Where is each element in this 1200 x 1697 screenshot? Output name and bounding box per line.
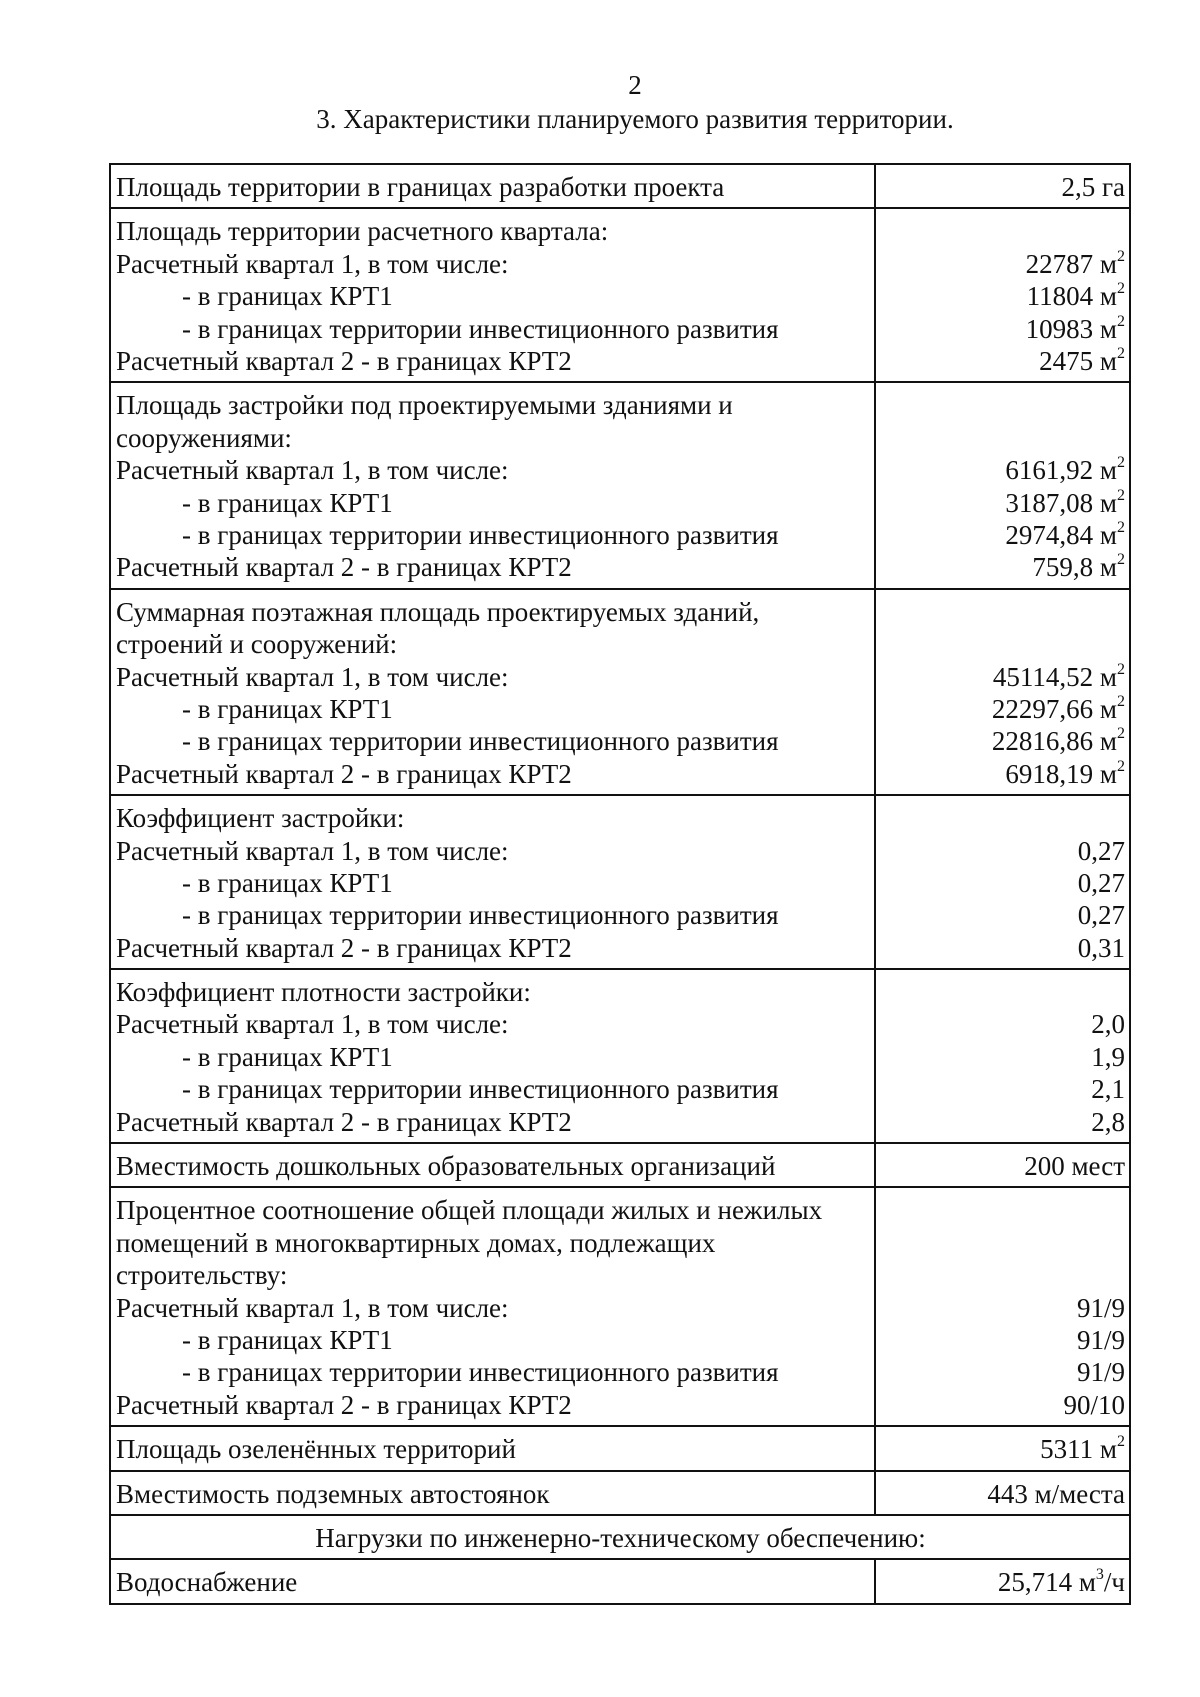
value-number: 2,5 га [1061,172,1125,202]
characteristics-table [109,163,1131,1605]
unit-exponent: 2 [1117,454,1125,472]
parameter-value [881,1106,1125,1138]
parameter-subitem: Расчетный квартал 1, в том числе: [116,1009,509,1040]
parameter-subitem: Расчетный квартал 2 - в границах КРТ2 [116,1389,572,1420]
value-number: 11804 м [1026,281,1117,312]
unit-exponent: 2 [1117,757,1125,775]
table-row [110,1559,1130,1603]
parameter-subitem: Расчетный квартал 1, в том числе: [116,835,509,866]
page-number: 2 [628,70,642,100]
parameter-cell [110,208,875,382]
value-number: 45114,52 м [992,661,1117,692]
value-cell [875,1426,1130,1470]
value-number: 2,1 [1091,1074,1125,1105]
unit-exponent: 2 [1117,692,1125,710]
value-number: 90/10 [1063,1389,1125,1420]
parameter-value [881,758,1125,790]
parameter-value [881,345,1125,377]
section-title: 3. Характеристики планируемого развития территории. [316,104,954,134]
parameter-name: Вместимость подземных автостоянок [116,1478,550,1509]
value-cell [875,208,1130,382]
value-cell [875,1471,1130,1515]
unit-exponent: 2 [1117,725,1125,743]
parameter-value [881,835,1125,867]
table-row [110,589,1130,795]
parameter-value [881,215,1125,247]
section-heading-cell: Нагрузки по инженерно-техническому обеспечению: [110,1515,1130,1559]
parameter-subitem: - в границах КРТ1 [182,281,393,312]
parameter-cell [110,589,875,795]
parameter-cell [110,969,875,1143]
parameter-subitem: - в границах территории инвестиционного развития [182,1074,779,1105]
parameter-value [881,628,1125,660]
value-cell [875,382,1130,588]
parameter-subitem: Расчетный квартал 2 - в границах КРТ2 [116,552,572,583]
parameter-value [881,313,1125,345]
parameter-subitem: Расчетный квартал 1, в том числе: [116,248,509,279]
parameter-value [881,693,1125,725]
parameter-value [881,389,1125,421]
value-cell [875,795,1130,969]
value-cell [875,1143,1130,1187]
value-number: 91/9 [1076,1324,1125,1355]
value-cell [875,164,1130,208]
unit-exponent: 2 [1117,486,1125,504]
parameter-subitem: - в границах КРТ1 [182,1041,393,1072]
value-number: 3187,08 м [1005,487,1117,518]
parameter-cell [110,1187,875,1426]
parameter-subitem: - в границах территории инвестиционного развития [182,900,779,931]
parameter-subitem: Расчетный квартал 1, в том числе: [116,455,509,486]
value-number: 2,0 [1091,1009,1125,1040]
value-cell [875,1187,1130,1426]
parameter-cell [110,164,875,208]
value-number: 0,27 [1077,835,1125,866]
value-number: 1,9 [1091,1041,1125,1072]
parameter-subitem: - в границах КРТ1 [182,867,393,898]
unit-exponent: 2 [1117,518,1125,536]
parameter-subitem: Расчетный квартал 2 - в границах КРТ2 [116,758,572,789]
parameter-value [881,422,1125,454]
value-number: 0,31 [1077,932,1125,963]
parameter-name: Вместимость дошкольных образовательных организаций [116,1151,776,1182]
parameter-value [881,1194,1125,1226]
parameter-value [881,1150,1125,1182]
parameter-cell [110,382,875,588]
table-row [110,1426,1130,1470]
parameter-subitem: Расчетный квартал 1, в том числе: [116,661,509,692]
value-number: 10983 м [1025,313,1117,344]
parameter-subitem: Расчетный квартал 2 - в границах КРТ2 [116,345,572,376]
parameter-value [881,1292,1125,1324]
parameter-value [881,932,1125,964]
parameter-name: Площадь застройки под проектируемыми зданиями и сооружениями: [116,390,733,453]
unit-exponent: 2 [1117,280,1125,298]
parameter-value [881,1259,1125,1291]
parameter-name: Площадь озеленённых территорий [116,1434,516,1465]
unit-exponent: 2 [1117,660,1125,678]
parameter-cell [110,1426,875,1470]
parameter-value [881,454,1125,486]
value-number: 5311 м [1040,1434,1117,1465]
parameter-value [881,519,1125,551]
value-number: 0,27 [1077,900,1125,931]
value-number: 22787 м [1025,248,1117,279]
parameter-name: Площадь территории в границах разработки проекта [116,172,725,202]
parameter-name: Водоснабжение [116,1567,298,1598]
value-number: 0,27 [1077,867,1125,898]
parameter-subitem: - в границах территории инвестиционного развития [182,519,779,550]
parameter-value [881,1227,1125,1259]
value-number: 2475 м [1039,345,1117,376]
parameter-subitem: Расчетный квартал 2 - в границах КРТ2 [116,932,572,963]
parameter-cell [110,795,875,969]
parameter-value [881,487,1125,519]
parameter-value [881,280,1125,312]
parameter-subitem: - в границах КРТ1 [182,693,393,724]
parameter-name: Площадь территории расчетного квартала: [116,216,609,247]
parameter-name: Коэффициент плотности застройки: [116,977,531,1008]
parameter-value [881,1478,1125,1510]
parameter-cell [110,1471,875,1515]
parameter-name: Коэффициент застройки: [116,803,405,834]
value-number: 25,714 м [997,1567,1096,1598]
parameter-name: Суммарная поэтажная площадь проектируемых зданий, строений и сооружений: [116,596,760,660]
parameter-subitem: Расчетный квартал 1, в том числе: [116,1292,509,1323]
value-cell [875,1559,1130,1603]
value-number: 200 мест [1024,1151,1125,1182]
parameter-value [881,248,1125,280]
value-number: 2,8 [1091,1106,1125,1137]
parameter-value [881,725,1125,757]
parameter-cell [110,1143,875,1187]
table-row [110,1187,1130,1426]
parameter-value [881,1433,1125,1465]
value-number: 2974,84 м [1005,519,1117,550]
value-number: 91/9 [1076,1292,1125,1323]
parameter-value [881,551,1125,583]
table-row [110,1143,1130,1187]
parameter-subitem: Расчетный квартал 2 - в границах КРТ2 [116,1106,572,1137]
parameter-value [881,1566,1125,1598]
table-row [110,382,1130,588]
table-row [110,795,1130,969]
parameter-value [881,1389,1125,1421]
table-row [110,1515,1130,1559]
parameter-value [881,976,1125,1008]
value-number: 6161,92 м [1005,455,1117,486]
table-row [110,969,1130,1143]
parameter-value [881,661,1125,693]
value-number: 759,8 м [1032,552,1117,583]
value-number: 6918,19 м [1005,758,1117,789]
parameter-value [881,1008,1125,1040]
parameter-value [881,596,1125,628]
table-row [110,1471,1130,1515]
parameter-value [881,171,1125,203]
unit-exponent: 2 [1117,344,1125,362]
characteristics-table-body [110,164,1130,1604]
parameter-value [881,867,1125,899]
parameter-subitem: - в границах КРТ1 [182,1325,393,1356]
parameter-subitem: - в границах территории инвестиционного развития [182,726,779,757]
parameter-cell [110,1559,875,1603]
table-row [110,164,1130,208]
unit-exponent: 3 [1095,1566,1104,1584]
parameter-subitem: - в границах КРТ1 [182,487,393,518]
parameter-subitem: - в границах территории инвестиционного развития [182,1357,779,1388]
value-number: 91/9 [1076,1357,1125,1388]
unit-exponent: 2 [1117,312,1125,330]
parameter-value [881,899,1125,931]
parameter-subitem: - в границах территории инвестиционного развития [182,313,779,344]
parameter-value [881,1324,1125,1356]
unit-exponent: 2 [1117,247,1125,265]
unit-exponent: 2 [1117,551,1125,569]
value-cell [875,589,1130,795]
value-number: 22297,66 м [991,693,1117,724]
parameter-value [881,1041,1125,1073]
value-cell [875,969,1130,1143]
unit-exponent: 2 [1117,1433,1125,1451]
parameter-name: Процентное соотношение общей площади жилых и нежилых помещений в многоквартирных домах, подлежащих строительству: [116,1195,823,1291]
value-number: 443 м/места [987,1478,1125,1509]
parameter-value [881,1073,1125,1105]
parameter-value [881,802,1125,834]
table-row [110,208,1130,382]
parameter-value [881,1356,1125,1388]
value-number: 22816,86 м [991,726,1117,757]
unit-suffix: /ч [1103,1567,1125,1598]
